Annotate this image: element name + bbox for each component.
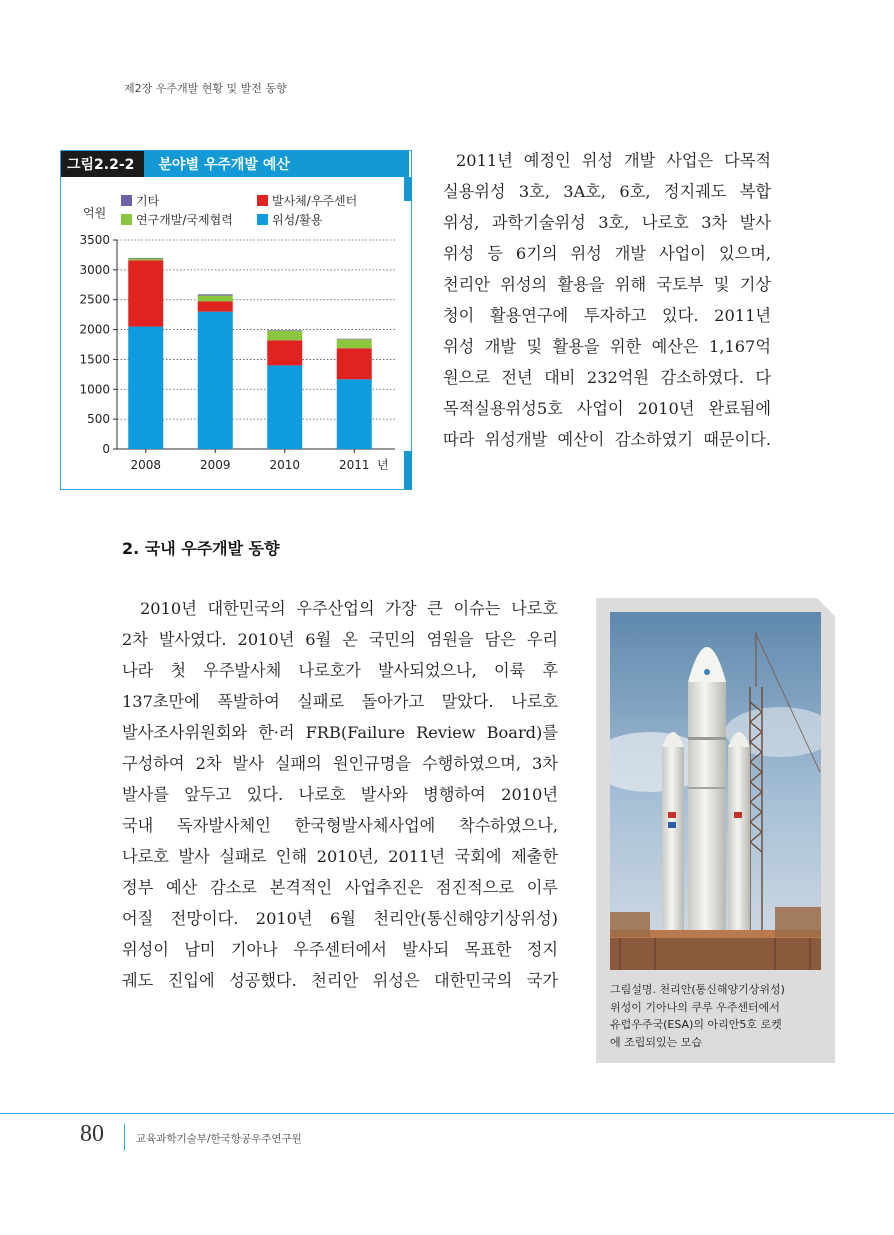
paragraph-line: 천리안 위성의 활용을 위해 국토부 및 기상: [443, 275, 771, 294]
y-tick-label: 2500: [79, 292, 110, 307]
paragraph-satellite-budget: [443, 145, 771, 455]
x-tick-label: 2009: [199, 458, 231, 472]
paragraph-line: 따라 위성개발 예산이 감소하였기 때문이다.: [443, 430, 771, 449]
legend-swatch: [121, 214, 132, 225]
section-heading: 2. 국내 우주개발 동향: [122, 539, 280, 558]
paragraph-line: 위성, 과학기술위성 3호, 나로호 3차 발사: [443, 213, 771, 232]
paragraph-line: 위성 개발 및 활용을 위한 예산은 1,167억: [443, 337, 771, 356]
paragraph-line: 목적실용위성5호 사업이 2010년 완료됨에: [443, 399, 771, 418]
photo-caption: [610, 981, 830, 1051]
paragraph-line: 나라 첫 우주발사체 나로호가 발사되었으나, 이륙 후: [122, 661, 558, 680]
paragraph-line: 원으로 전년 대비 232억원 감소하였다. 다: [443, 368, 771, 387]
ariane5-rocket-photo: [610, 612, 821, 970]
y-tick-label: 3500: [79, 233, 110, 247]
legend-label: 연구개발/국제협력: [136, 213, 233, 227]
figure-label: 그림2.2-2: [61, 151, 144, 177]
paragraph-line: 발사를 앞두고 있다. 나로호 발사와 병행하여 2010년: [122, 785, 558, 804]
paragraph-line: 청이 활용연구에 투자하고 있다. 2011년: [443, 306, 771, 325]
bar-segment: [198, 296, 233, 302]
footer-divider: [124, 1124, 125, 1150]
bar-segment: [337, 348, 372, 379]
figure-box: [60, 150, 412, 490]
paragraph-line: 2011년 예정인 위성 개발 사업은 다목적: [456, 151, 771, 170]
y-tick-label: 500: [87, 412, 110, 427]
paragraph-line: 위성이 남미 기아나 우주센터에서 발사되 목표한 정지: [122, 940, 558, 959]
bar-segment: [128, 259, 163, 261]
x-axis-label: 년: [377, 458, 389, 472]
x-tick-label: 2008: [130, 458, 162, 472]
paragraph-line: 발사조사위원회와 한·러 FRB(Failure Review Board)를: [122, 723, 558, 742]
bar-segment: [337, 339, 372, 340]
caption-line: 에 조립되있는 모습: [610, 1035, 703, 1049]
paragraph-line: 137초만에 폭발하여 실패로 돌아가고 말았다. 나로호: [122, 692, 558, 711]
paragraph-line: 2차 발사였다. 2010년 6월 온 국민의 염원을 담은 우리: [122, 630, 558, 649]
paragraph-line: 어질 전망이다. 2010년 6월 천리안(통신해양기상위성): [122, 909, 558, 928]
footer-publisher: 교육과학기술부/한국항공우주연구원: [136, 1133, 302, 1145]
footer-rule: [0, 1113, 894, 1114]
bar-segment: [128, 327, 163, 449]
legend-swatch: [257, 195, 268, 206]
bar-segment: [337, 379, 372, 449]
bar-segment: [337, 339, 372, 348]
paragraph-line: 구성하여 2차 발사 실패의 원인규명을 수행하였으며, 3차: [122, 754, 558, 773]
x-tick-label: 2011: [338, 458, 370, 472]
x-tick-label: 2010: [269, 458, 301, 472]
paragraph-line: 2010년 대한민국의 우주산업의 가장 큰 이슈는 나로호: [140, 599, 558, 618]
bar-segment: [198, 312, 233, 449]
bar-segment: [267, 330, 302, 331]
bar-segment: [128, 260, 163, 326]
y-axis-label: 억원: [83, 206, 107, 220]
y-tick-label: 0: [102, 442, 110, 456]
caption-line: 유럽우주국(ESA)의 아리안5호 로켓: [610, 1018, 782, 1031]
bar-segment: [198, 294, 233, 295]
legend-label: 발사체/우주센터: [272, 194, 358, 208]
page-number: 80: [80, 1121, 104, 1147]
running-head: 제2장 우주개발 현황 및 발전 동향: [124, 82, 287, 95]
y-tick-label: 3000: [79, 262, 110, 277]
legend-label: 위성/활용: [272, 213, 323, 227]
figure-title: 분야별 우주개발 예산: [158, 157, 290, 173]
legend-swatch: [121, 195, 132, 206]
y-tick-label: 2000: [79, 322, 110, 337]
paragraph-line: 궤도 진입에 성공했다. 천리안 위성은 대한민국의 국가: [122, 971, 558, 990]
paragraph-domestic-trends: [122, 593, 558, 996]
legend-swatch: [257, 214, 268, 225]
photo-panel: [596, 598, 835, 1063]
paragraph-line: 위성 등 6기의 위성 개발 사업이 있으며,: [443, 244, 771, 263]
bar-segment: [267, 340, 302, 365]
bar-segment: [267, 331, 302, 341]
caption-line: 위성이 기아나의 쿠루 우주센터에서: [610, 1000, 780, 1014]
bar-segment: [267, 365, 302, 449]
paragraph-line: 국내 독자발사체인 한국형발사체사업에 착수하였으나,: [122, 816, 558, 835]
bar-segment: [198, 302, 233, 312]
paragraph-line: 정부 예산 감소로 본격적인 사업추진은 점진적으로 이루: [122, 878, 558, 897]
bar-segment: [128, 258, 163, 259]
caption-line: 그림설명. 천리안(통신해양기상위성): [610, 983, 785, 996]
y-tick-label: 1000: [79, 382, 110, 397]
budget-stacked-bar-chart: [61, 151, 411, 489]
paragraph-line: 나로호 발사 실패로 인해 2010년, 2011년 국회에 제출한: [122, 847, 558, 866]
paragraph-line: 실용위성 3호, 3A호, 6호, 정지궤도 복합: [443, 182, 771, 201]
legend-label: 기타: [136, 194, 160, 208]
y-tick-label: 1500: [79, 352, 110, 367]
